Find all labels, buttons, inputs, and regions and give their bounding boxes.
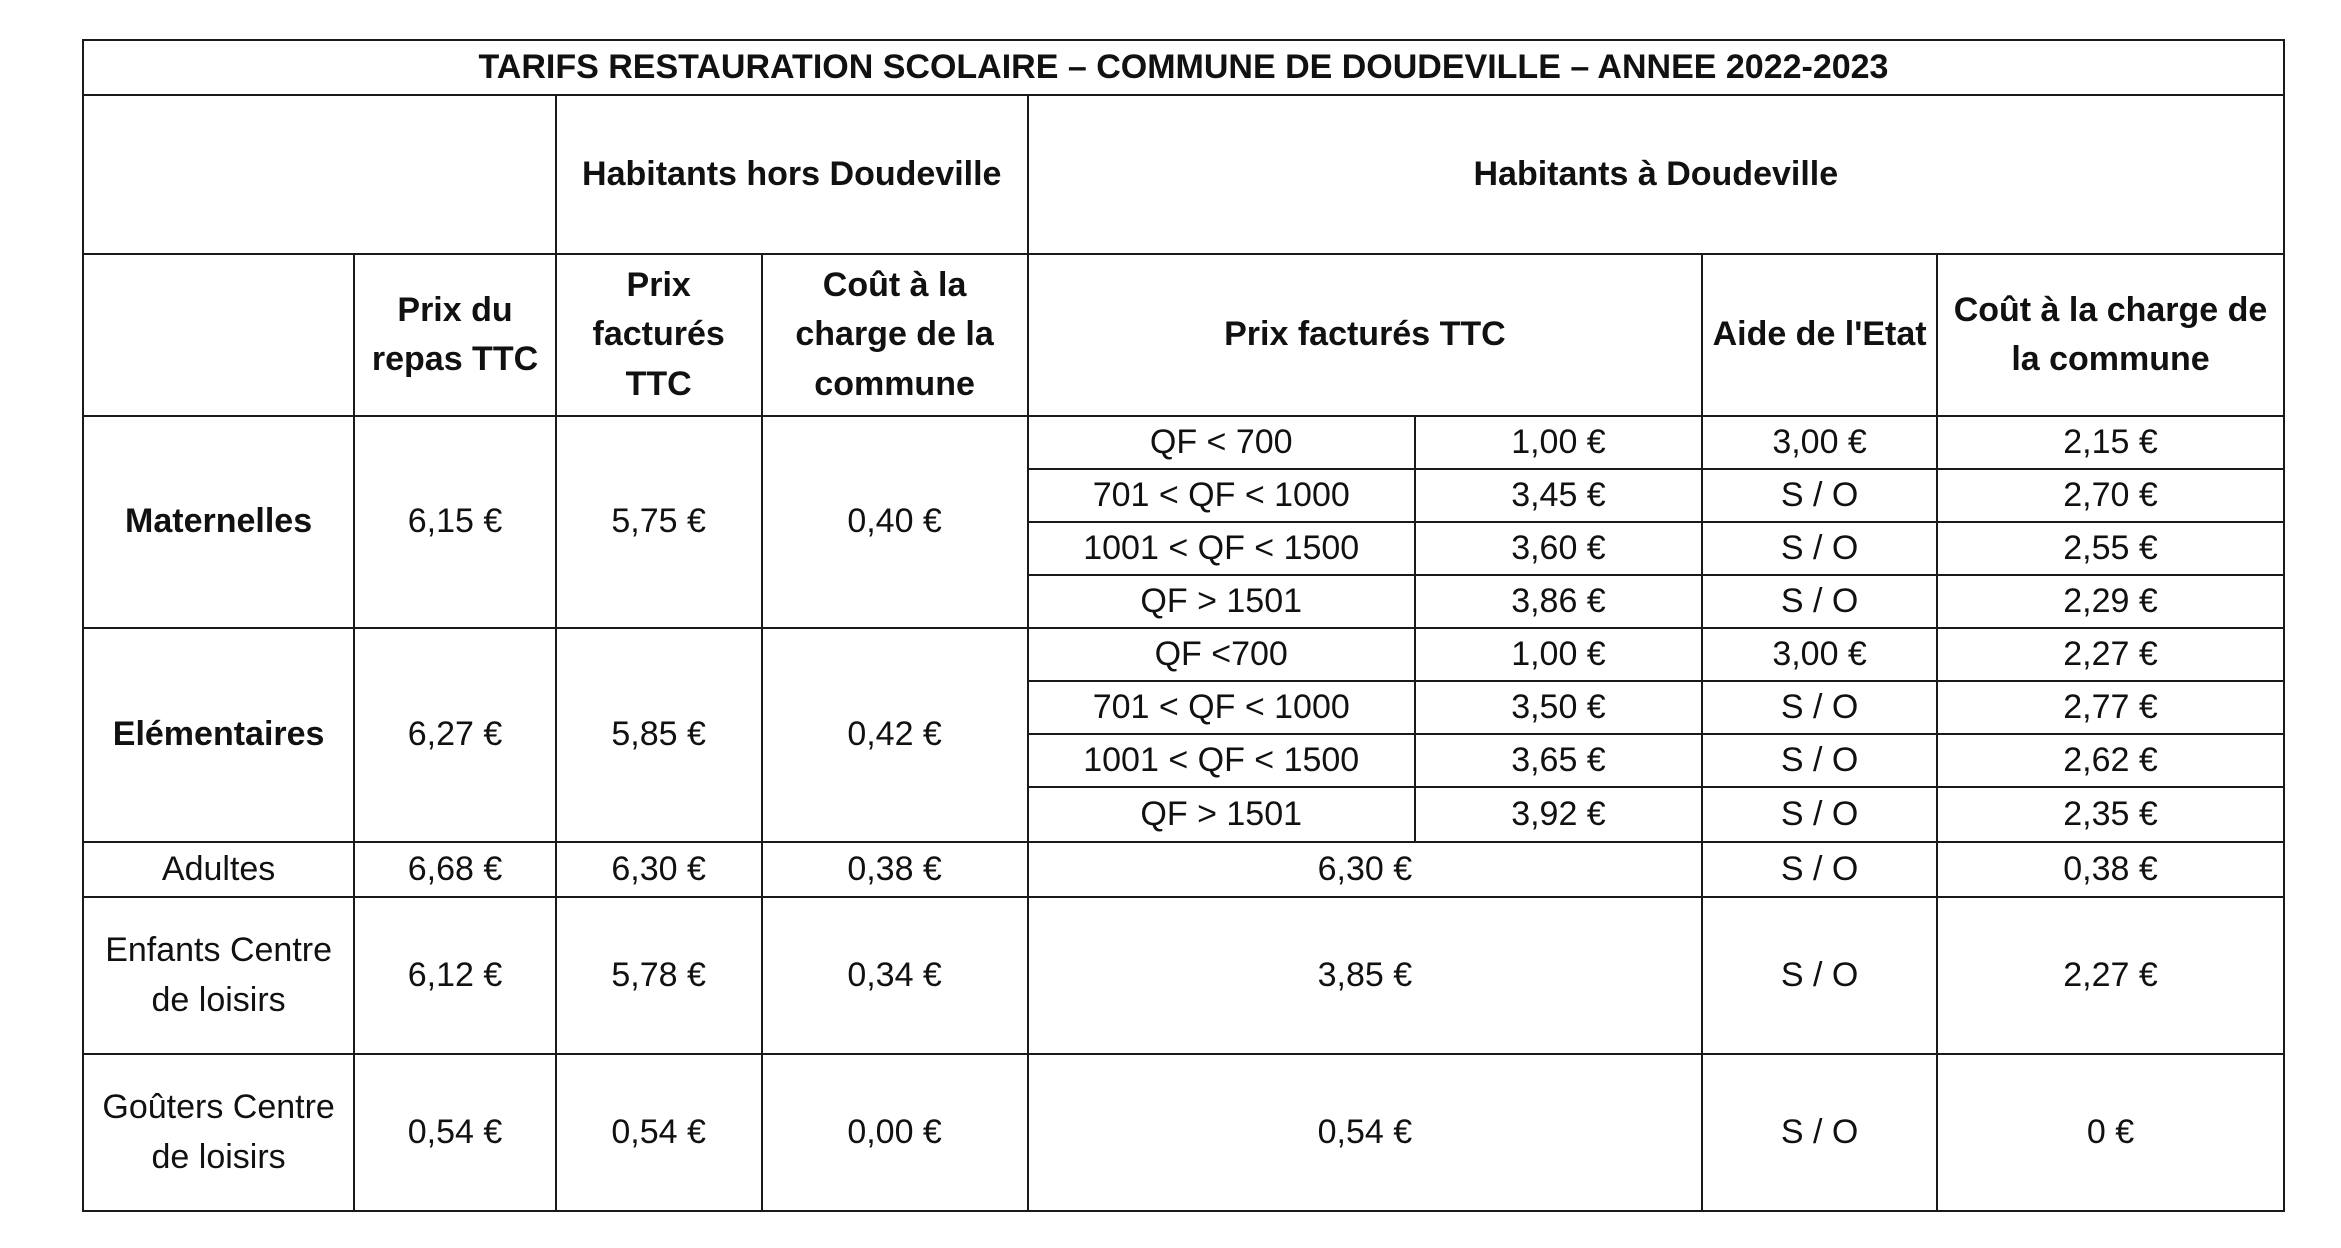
qf-bracket-cell: 1001 < QF < 1500 [1028, 734, 1415, 787]
outside-commune-cost-cell: 0,00 € [762, 1054, 1028, 1211]
row-label: Adultes [83, 842, 354, 897]
state-aid-cell: S / O [1702, 1054, 1937, 1211]
qf-price-cell: 3,86 € [1415, 575, 1702, 628]
state-aid-cell: S / O [1702, 734, 1937, 787]
commune-cost-cell: 2,27 € [1937, 628, 2284, 681]
row-label: Goûters Centre de loisirs [83, 1054, 354, 1211]
table-row [83, 628, 2284, 681]
state-aid-cell: 3,00 € [1702, 628, 1937, 681]
column-header-row [83, 254, 2284, 416]
outside-billed-cell: 5,78 € [556, 897, 762, 1054]
outside-billed-cell: 6,30 € [556, 842, 762, 897]
meal-price-cell: 6,15 € [354, 416, 556, 628]
table-row [83, 416, 2284, 469]
state-aid-cell: S / O [1702, 575, 1937, 628]
commune-cost-cell: 2,77 € [1937, 681, 2284, 734]
col-inside-billed: Prix facturés TTC [1028, 254, 1702, 416]
table-row [83, 1054, 2284, 1211]
outside-billed-cell: 5,75 € [556, 416, 762, 628]
outside-commune-cost-cell: 0,38 € [762, 842, 1028, 897]
qf-price-cell: 3,92 € [1415, 787, 1702, 842]
qf-price-cell: 3,50 € [1415, 681, 1702, 734]
group-header-row [83, 95, 2284, 254]
qf-price-cell: 3,45 € [1415, 469, 1702, 522]
tariff-table [82, 39, 2285, 1212]
row-label: Maternelles [83, 416, 354, 628]
outside-commune-cost-cell: 0,34 € [762, 897, 1028, 1054]
commune-cost-cell: 2,55 € [1937, 522, 2284, 575]
col-meal-price: Prix du repas TTC [354, 254, 556, 416]
qf-bracket-cell: 701 < QF < 1000 [1028, 469, 1415, 522]
qf-price-cell: 1,00 € [1415, 628, 1702, 681]
table-row [83, 842, 2284, 897]
qf-bracket-cell: QF > 1501 [1028, 787, 1415, 842]
meal-price-cell: 0,54 € [354, 1054, 556, 1211]
state-aid-cell: S / O [1702, 469, 1937, 522]
qf-bracket-cell: QF > 1501 [1028, 575, 1415, 628]
commune-cost-cell: 0,38 € [1937, 842, 2284, 897]
commune-cost-cell: 2,35 € [1937, 787, 2284, 842]
group-header-outside: Habitants hors Doudeville [556, 95, 1028, 254]
qf-bracket-cell: 701 < QF < 1000 [1028, 681, 1415, 734]
table-row [83, 897, 2284, 1054]
state-aid-cell: S / O [1702, 681, 1937, 734]
col-outside-commune-cost: Coût à la charge de la commune [762, 254, 1028, 416]
state-aid-cell: 3,00 € [1702, 416, 1937, 469]
state-aid-cell: S / O [1702, 787, 1937, 842]
qf-bracket-cell: QF < 700 [1028, 416, 1415, 469]
meal-price-cell: 6,12 € [354, 897, 556, 1054]
group-header-blank [83, 95, 556, 254]
qf-bracket-cell: QF <700 [1028, 628, 1415, 681]
col-outside-billed: Prix facturés TTC [556, 254, 762, 416]
inside-billed-cell: 6,30 € [1028, 842, 1702, 897]
outside-billed-cell: 0,54 € [556, 1054, 762, 1211]
state-aid-cell: S / O [1702, 842, 1937, 897]
group-header-inside: Habitants à Doudeville [1028, 95, 2284, 254]
commune-cost-cell: 2,27 € [1937, 897, 2284, 1054]
inside-billed-cell: 3,85 € [1028, 897, 1702, 1054]
commune-cost-cell: 0 € [1937, 1054, 2284, 1211]
inside-billed-cell: 0,54 € [1028, 1054, 1702, 1211]
outside-billed-cell: 5,85 € [556, 628, 762, 842]
qf-price-cell: 3,60 € [1415, 522, 1702, 575]
row-label: Enfants Centre de loisirs [83, 897, 354, 1054]
outside-commune-cost-cell: 0,42 € [762, 628, 1028, 842]
row-label: Elémentaires [83, 628, 354, 842]
commune-cost-cell: 2,70 € [1937, 469, 2284, 522]
qf-price-cell: 1,00 € [1415, 416, 1702, 469]
col-state-aid: Aide de l'Etat [1702, 254, 1937, 416]
qf-price-cell: 3,65 € [1415, 734, 1702, 787]
commune-cost-cell: 2,29 € [1937, 575, 2284, 628]
meal-price-cell: 6,27 € [354, 628, 556, 842]
outside-commune-cost-cell: 0,40 € [762, 416, 1028, 628]
title-row [83, 40, 2284, 95]
meal-price-cell: 6,68 € [354, 842, 556, 897]
state-aid-cell: S / O [1702, 897, 1937, 1054]
state-aid-cell: S / O [1702, 522, 1937, 575]
commune-cost-cell: 2,62 € [1937, 734, 2284, 787]
table-title: TARIFS RESTAURATION SCOLAIRE – COMMUNE DE DOUDEVILLE – ANNEE 2022-2023 [83, 40, 2284, 95]
qf-bracket-cell: 1001 < QF < 1500 [1028, 522, 1415, 575]
column-header-blank [83, 254, 354, 416]
commune-cost-cell: 2,15 € [1937, 416, 2284, 469]
col-inside-commune-cost: Coût à la charge de la commune [1937, 254, 2284, 416]
